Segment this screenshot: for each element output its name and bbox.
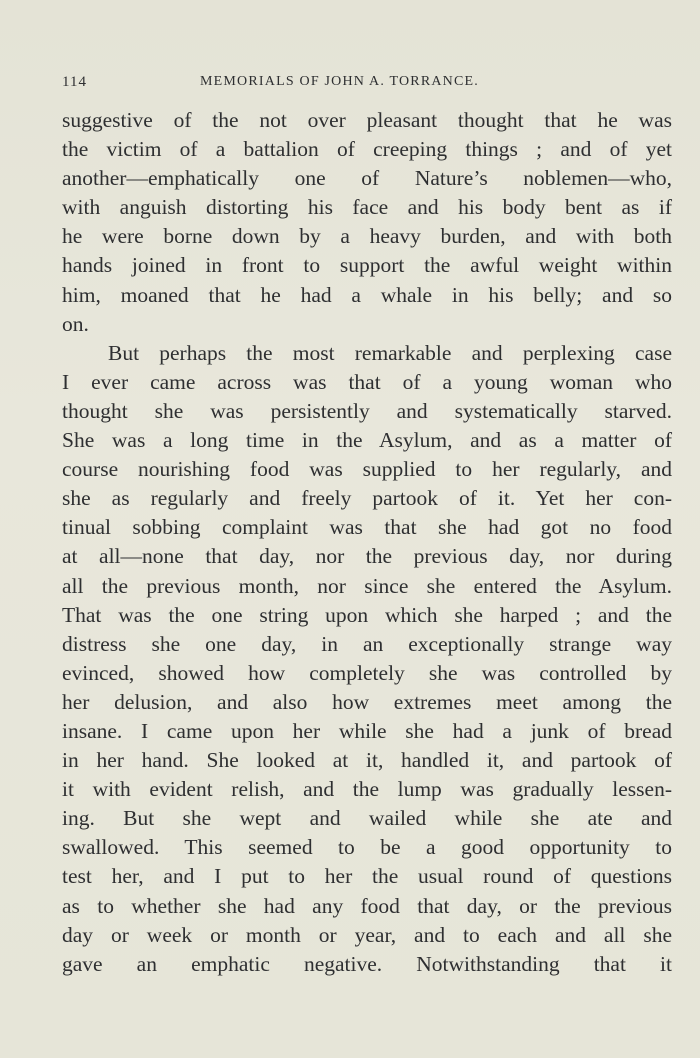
text-line: test her, and I put to her the usual round of questions <box>62 864 672 889</box>
text-line: thought she was persistently and systematically starved. <box>62 398 672 423</box>
text-line: as to whether she had any food that day, or the previous <box>62 893 672 918</box>
text-line: all the previous month, nor since she entered the Asylum. <box>62 573 672 598</box>
text-line: swallowed. This seemed to be a good opportunity to <box>62 835 672 860</box>
text-line: at all—none that day, nor the previous day, nor during <box>62 544 672 569</box>
text-line: ing. But she wept and wailed while she ate and <box>62 806 672 831</box>
text-line: he were borne down by a heavy burden, and with both <box>62 224 672 249</box>
text-line: on. <box>62 311 89 336</box>
text-line: it with evident relish, and the lump was gradually lessen- <box>62 777 672 802</box>
text-line: suggestive of the not over pleasant thought that he was <box>62 108 672 132</box>
text-line: But perhaps the most remarkable and perplexing case <box>108 340 672 365</box>
running-head <box>62 74 672 96</box>
text-line: evinced, showed how completely she was controlled by <box>62 660 672 685</box>
text-line: distress she one day, in an exceptionally strange way <box>62 631 672 656</box>
text-line: she as regularly and freely partook of it. Yet her con- <box>62 486 672 511</box>
body-text <box>62 106 672 979</box>
text-line: hands joined in front to support the awful weight within <box>62 253 672 278</box>
text-line: I ever came across was that of a young woman who <box>62 369 672 394</box>
text-line: with anguish distorting his face and his body bent as if <box>62 195 672 220</box>
text-line: course nourishing food was supplied to her regularly, and <box>62 457 672 482</box>
page-number: 114 <box>62 74 87 90</box>
text-line: the victim of a battalion of creeping things ; and of yet <box>62 137 672 162</box>
text-line: another—emphatically one of Nature’s noblemen—who, <box>62 166 672 191</box>
text-line: day or week or month or year, and to each and all she <box>62 922 672 947</box>
text-line: insane. I came upon her while she had a junk of bread <box>62 718 672 743</box>
text-line: That was the one string upon which she harped ; and the <box>62 602 672 627</box>
text-line: tinual sobbing complaint was that she had got no food <box>62 515 672 540</box>
running-title: MEMORIALS OF JOHN A. TORRANCE. <box>200 74 479 89</box>
text-line: gave an emphatic negative. Notwithstanding that it <box>62 951 672 976</box>
text-line: him, moaned that he had a whale in his belly; and so <box>62 282 672 307</box>
text-line: She was a long time in the Asylum, and as a matter of <box>62 428 672 453</box>
text-line: her delusion, and also how extremes meet among the <box>62 689 672 714</box>
text-line: in her hand. She looked at it, handled it, and partook of <box>62 748 672 773</box>
